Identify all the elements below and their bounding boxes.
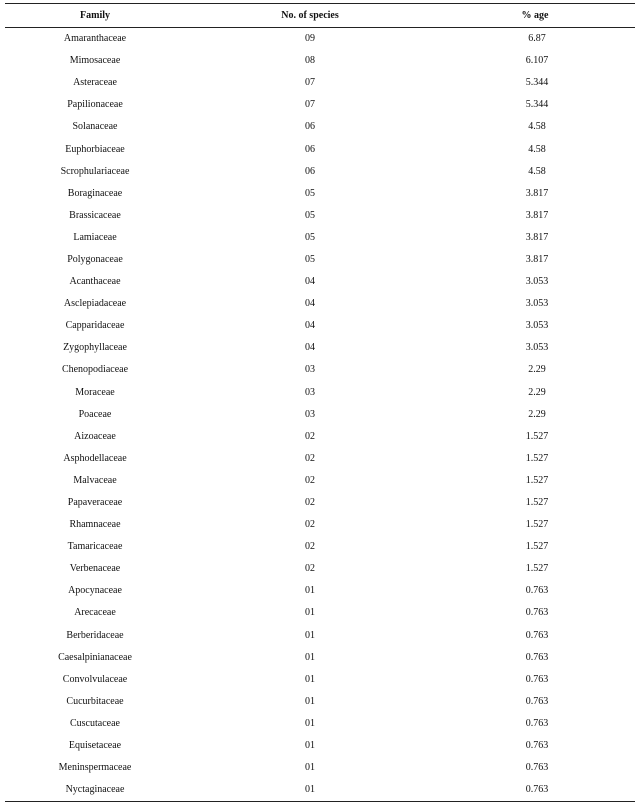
percentage-cell: 3.053 [525, 342, 549, 354]
species-count-cell: 06 [305, 165, 315, 177]
table-row [5, 558, 635, 580]
percentage-cell: 3.817 [525, 253, 549, 265]
species-count-cell: 01 [305, 717, 315, 729]
table-row [5, 713, 635, 735]
percentage-cell: 5.344 [525, 99, 549, 111]
percentage-cell: 3.817 [525, 187, 549, 199]
percentage-cell: 1.527 [525, 474, 549, 486]
family-cell: Polygonaceae [67, 253, 123, 265]
table-row [5, 580, 635, 602]
species-count-cell: 01 [305, 585, 315, 597]
species-count-cell: 02 [305, 430, 315, 442]
family-cell: Chenopodiaceae [61, 364, 129, 376]
table-row [5, 536, 635, 558]
family-cell: Malvaceae [73, 474, 117, 486]
species-count-cell: 05 [305, 187, 315, 199]
table-row [5, 271, 635, 293]
percentage-cell: 1.527 [525, 430, 549, 442]
family-cell: Equisetaceae [68, 740, 122, 752]
species-count-cell: 06 [305, 121, 315, 133]
family-cell: Nyctaginaceae [5, 779, 185, 802]
species-count-cell: 07 [305, 99, 315, 111]
table-row [5, 293, 635, 315]
family-cell: Boraginaceae [67, 187, 123, 199]
percentage-cell: 0.763 [525, 762, 549, 774]
family-cell: Zygophyllaceae [63, 342, 127, 354]
table-row [5, 647, 635, 669]
family-cell: Mimosaceae [69, 55, 121, 67]
species-count-cell: 01 [305, 629, 315, 641]
species-count-cell: 04 [305, 298, 315, 310]
family-cell: Arecaceae [74, 607, 116, 619]
percentage-cell: 6.87 [528, 33, 546, 45]
table-row [5, 514, 635, 536]
percentage-cell: 0.763 [435, 779, 635, 802]
percentage-cell: 0.763 [525, 717, 549, 729]
percentage-cell: 1.527 [525, 497, 549, 509]
table-row [5, 757, 635, 779]
percentage-cell: 3.817 [525, 231, 549, 243]
header-species-count: No. of species [185, 4, 435, 28]
percentage-cell: 0.763 [525, 585, 549, 597]
species-count-cell: 04 [305, 276, 315, 288]
percentage-cell: 2.29 [528, 386, 546, 398]
family-cell: Berberidaceae [66, 629, 124, 641]
family-cell: Papilionaceae [67, 99, 123, 111]
table-row [5, 249, 635, 271]
percentage-cell: 2.29 [528, 364, 546, 376]
species-count-cell: 01 [305, 651, 315, 663]
family-cell: Solanaceae [72, 121, 118, 133]
table-row [5, 448, 635, 470]
species-count-cell: 02 [305, 563, 315, 575]
family-cell: Cuscutaceae [70, 717, 120, 729]
percentage-cell: 0.763 [525, 740, 549, 752]
table-row [5, 205, 635, 227]
table-row [5, 138, 635, 160]
table-row [5, 691, 635, 713]
family-cell: Verbenaceae [69, 563, 121, 575]
percentage-cell: 6.107 [525, 55, 549, 67]
family-cell: Poaceae [78, 408, 112, 420]
table-header [5, 4, 635, 28]
table-body [5, 28, 635, 802]
family-cell: Acanthaceae [69, 276, 121, 288]
header-row [5, 4, 635, 28]
family-species-table-container [5, 3, 635, 802]
species-count-cell: 01 [305, 695, 315, 707]
header-percentage: % age [435, 4, 635, 28]
table-row [5, 315, 635, 337]
table-row [5, 72, 635, 94]
family-cell: Asclepiadaceae [63, 298, 127, 310]
percentage-cell: 0.763 [525, 651, 549, 663]
percentage-cell: 1.527 [525, 541, 549, 553]
species-count-cell: 05 [305, 209, 315, 221]
table-row [5, 625, 635, 647]
family-cell: Brassicaceae [69, 209, 121, 221]
table-row [5, 470, 635, 492]
table-row [5, 28, 635, 51]
species-count-cell: 02 [305, 452, 315, 464]
table-row [5, 382, 635, 404]
family-cell: Amaranthaceae [63, 33, 127, 45]
percentage-cell: 0.763 [525, 695, 549, 707]
percentage-cell: 3.053 [525, 320, 549, 332]
family-cell: Caesalpinianaceae [58, 651, 132, 663]
table-row [5, 735, 635, 757]
family-species-table [5, 3, 635, 802]
percentage-cell: 0.763 [525, 607, 549, 619]
family-cell: Papaveraceae [67, 497, 123, 509]
percentage-cell: 1.527 [525, 563, 549, 575]
family-cell: Aizoaceae [74, 430, 116, 442]
table-row [5, 602, 635, 624]
percentage-cell: 3.053 [525, 298, 549, 310]
percentage-cell: 3.817 [525, 209, 549, 221]
family-cell: Apocynaceae [68, 585, 122, 597]
table-row [5, 94, 635, 116]
species-count-cell: 03 [305, 386, 315, 398]
table-row [5, 116, 635, 138]
percentage-cell: 3.053 [525, 276, 549, 288]
table-row [5, 779, 635, 802]
table-row [5, 227, 635, 249]
species-count-cell: 01 [305, 673, 315, 685]
family-cell: Convolvulaceae [62, 673, 128, 685]
percentage-cell: 5.344 [525, 77, 549, 89]
species-count-cell: 03 [305, 408, 315, 420]
table-row [5, 359, 635, 381]
table-row [5, 337, 635, 359]
species-count-cell: 05 [305, 231, 315, 243]
table-row [5, 161, 635, 183]
family-cell: Asphodellaceae [63, 452, 127, 464]
table-row [5, 492, 635, 514]
species-count-cell: 09 [305, 33, 315, 45]
table-row [5, 183, 635, 205]
header-family: Family [5, 4, 185, 28]
family-cell: Moraceae [75, 386, 115, 398]
species-count-cell: 04 [305, 320, 315, 332]
table-row [5, 50, 635, 72]
percentage-cell: 0.763 [525, 673, 549, 685]
percentage-cell: 1.527 [525, 452, 549, 464]
species-count-cell: 08 [305, 55, 315, 67]
percentage-cell: 4.58 [528, 143, 546, 155]
family-cell: Cucurbitaceae [66, 695, 124, 707]
percentage-cell: 2.29 [528, 408, 546, 420]
family-cell: Asteraceae [73, 77, 117, 89]
table-row [5, 426, 635, 448]
family-cell: Lamiaceae [73, 231, 117, 243]
species-count-cell: 02 [305, 497, 315, 509]
family-cell: Tamaricaceae [67, 541, 123, 553]
family-cell: Scrophulariaceae [60, 165, 130, 177]
percentage-cell: 4.58 [528, 165, 546, 177]
table-row [5, 669, 635, 691]
species-count-cell: 02 [305, 474, 315, 486]
family-cell: Rhamnaceae [69, 519, 121, 531]
species-count-cell: 07 [305, 77, 315, 89]
family-cell: Capparidaceae [65, 320, 125, 332]
species-count-cell: 01 [305, 607, 315, 619]
family-cell: Meninspermaceae [58, 762, 132, 774]
percentage-cell: 1.527 [525, 519, 549, 531]
species-count-cell: 01 [185, 779, 435, 802]
percentage-cell: 0.763 [525, 629, 549, 641]
family-cell: Euphorbiaceae [65, 143, 125, 155]
species-count-cell: 02 [305, 541, 315, 553]
species-count-cell: 04 [305, 342, 315, 354]
species-count-cell: 05 [305, 253, 315, 265]
species-count-cell: 01 [305, 740, 315, 752]
species-count-cell: 03 [305, 364, 315, 376]
species-count-cell: 02 [305, 519, 315, 531]
species-count-cell: 01 [305, 762, 315, 774]
percentage-cell: 4.58 [528, 121, 546, 133]
table-row [5, 404, 635, 426]
species-count-cell: 06 [305, 143, 315, 155]
